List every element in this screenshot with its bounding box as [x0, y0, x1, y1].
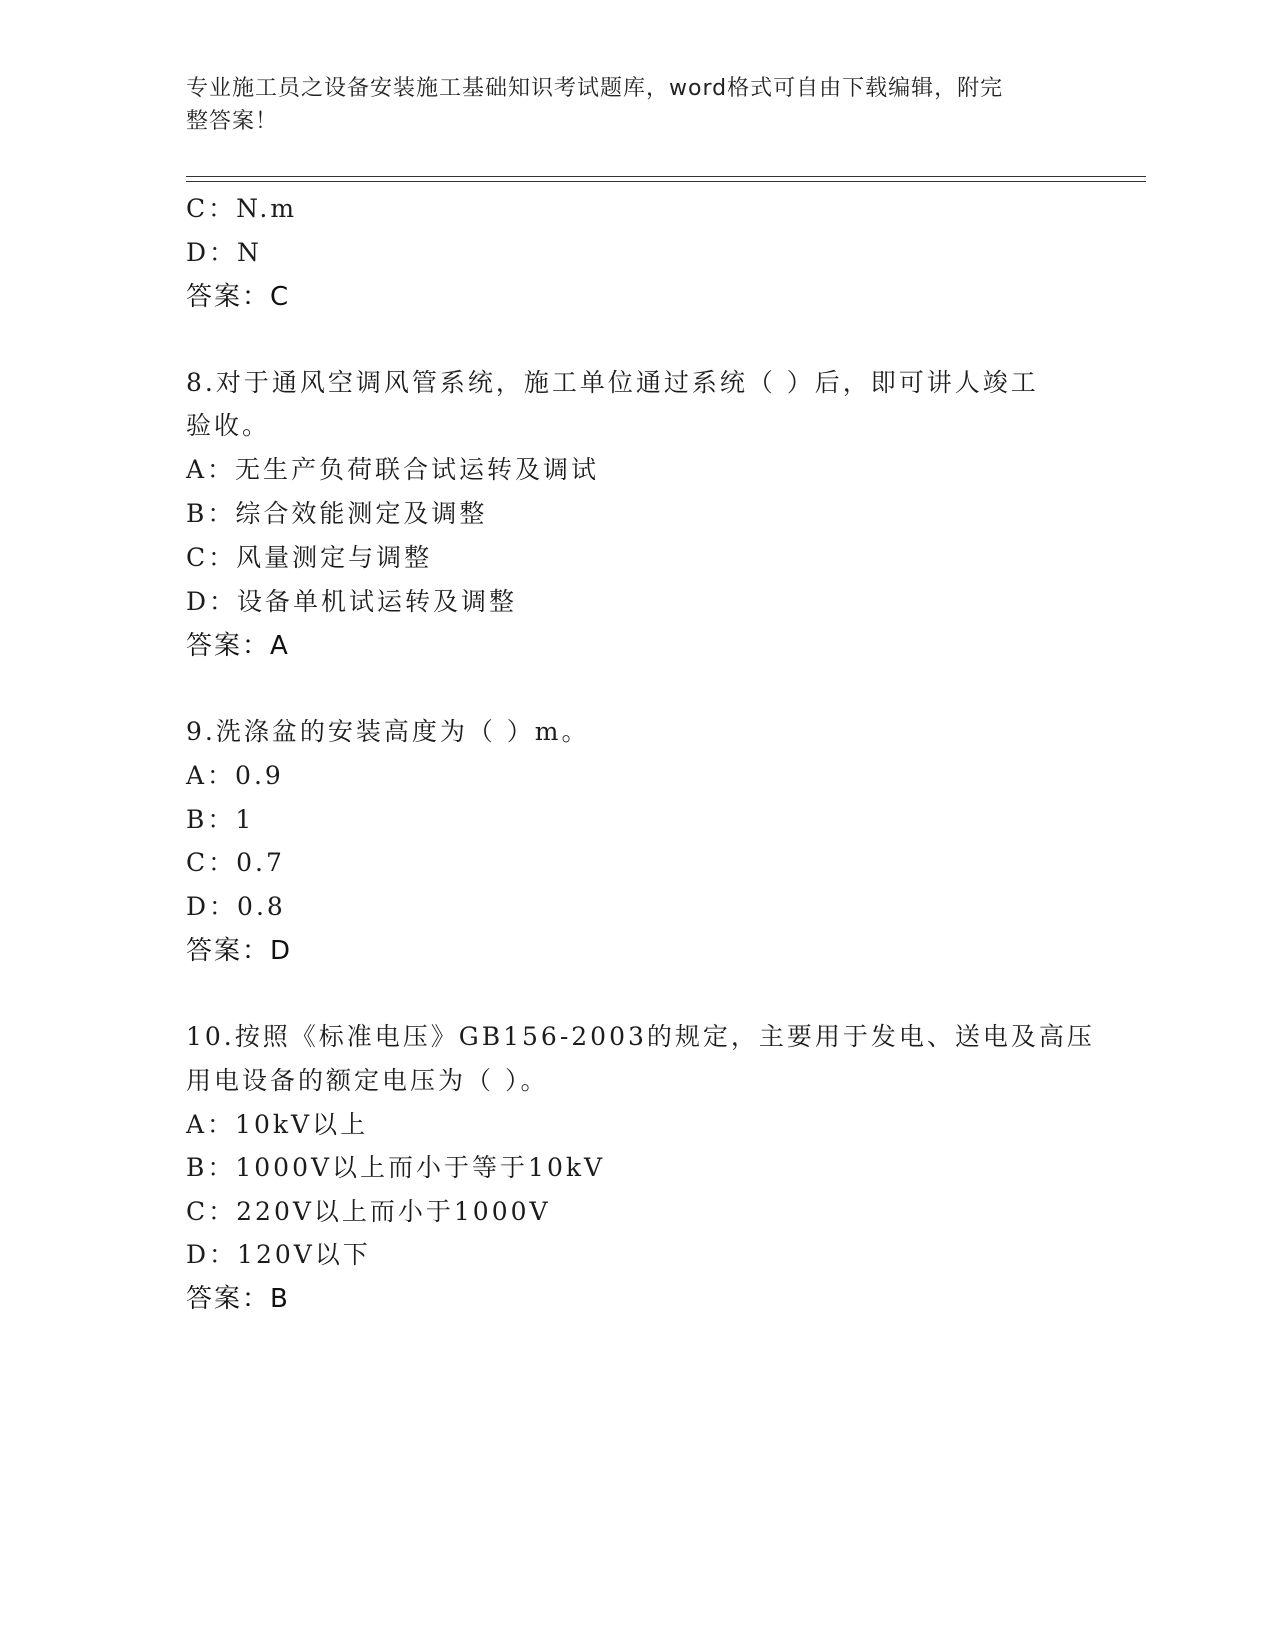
- q10-answer: 答案：B: [186, 1284, 290, 1314]
- header-divider-top: [186, 176, 1146, 177]
- q8-stem-line2: 验收。: [186, 411, 271, 440]
- q9-option-c: C：0.7: [186, 848, 285, 877]
- q10-option-c: C：220V以上而小于1000V: [186, 1197, 551, 1226]
- q8-option-c: C：风量测定与调整: [186, 543, 433, 572]
- q7-option-d: D：N: [186, 238, 262, 267]
- q9-option-d: D：0.8: [186, 892, 286, 921]
- q9-answer: 答案：D: [186, 936, 293, 966]
- header-title-line1: 专业施工员之设备安装施工基础知识考试题库，word格式可自由下载编辑，附完: [186, 76, 1004, 101]
- document-header: [186, 72, 1066, 138]
- q10-stem-line1: 10.按照《标准电压》GB156-2003的规定，主要用于发电、送电及高压: [186, 1022, 1095, 1051]
- q8-option-d: D：设备单机试运转及调整: [186, 587, 518, 616]
- q10-option-d: D：120V以下: [186, 1240, 371, 1269]
- q7-answer: 答案：C: [186, 282, 291, 312]
- header-divider-bottom: [186, 181, 1146, 182]
- header-title-line2: 整答案！: [186, 109, 279, 134]
- q10-option-b: B：1000V以上而小于等于10kV: [186, 1153, 606, 1182]
- q9-option-b: B：1: [186, 805, 255, 834]
- q9-stem: 9.洗涤盆的安装高度为（ ）m。: [186, 717, 590, 746]
- q10-stem-line2: 用电设备的额定电压为（ ）。: [186, 1066, 549, 1095]
- q8-option-a: A：无生产负荷联合试运转及调试: [186, 455, 600, 484]
- q8-option-b: B：综合效能测定及调整: [186, 499, 488, 528]
- q7-option-c: C：N.m: [186, 194, 298, 223]
- q10-option-a: A：10kV以上: [186, 1110, 369, 1139]
- q9-option-a: A：0.9: [186, 761, 284, 790]
- q8-stem-line1: 8.对于通风空调风管系统，施工单位通过系统（ ）后，即可讲人竣工: [186, 368, 1039, 397]
- q8-answer: 答案：A: [186, 631, 290, 661]
